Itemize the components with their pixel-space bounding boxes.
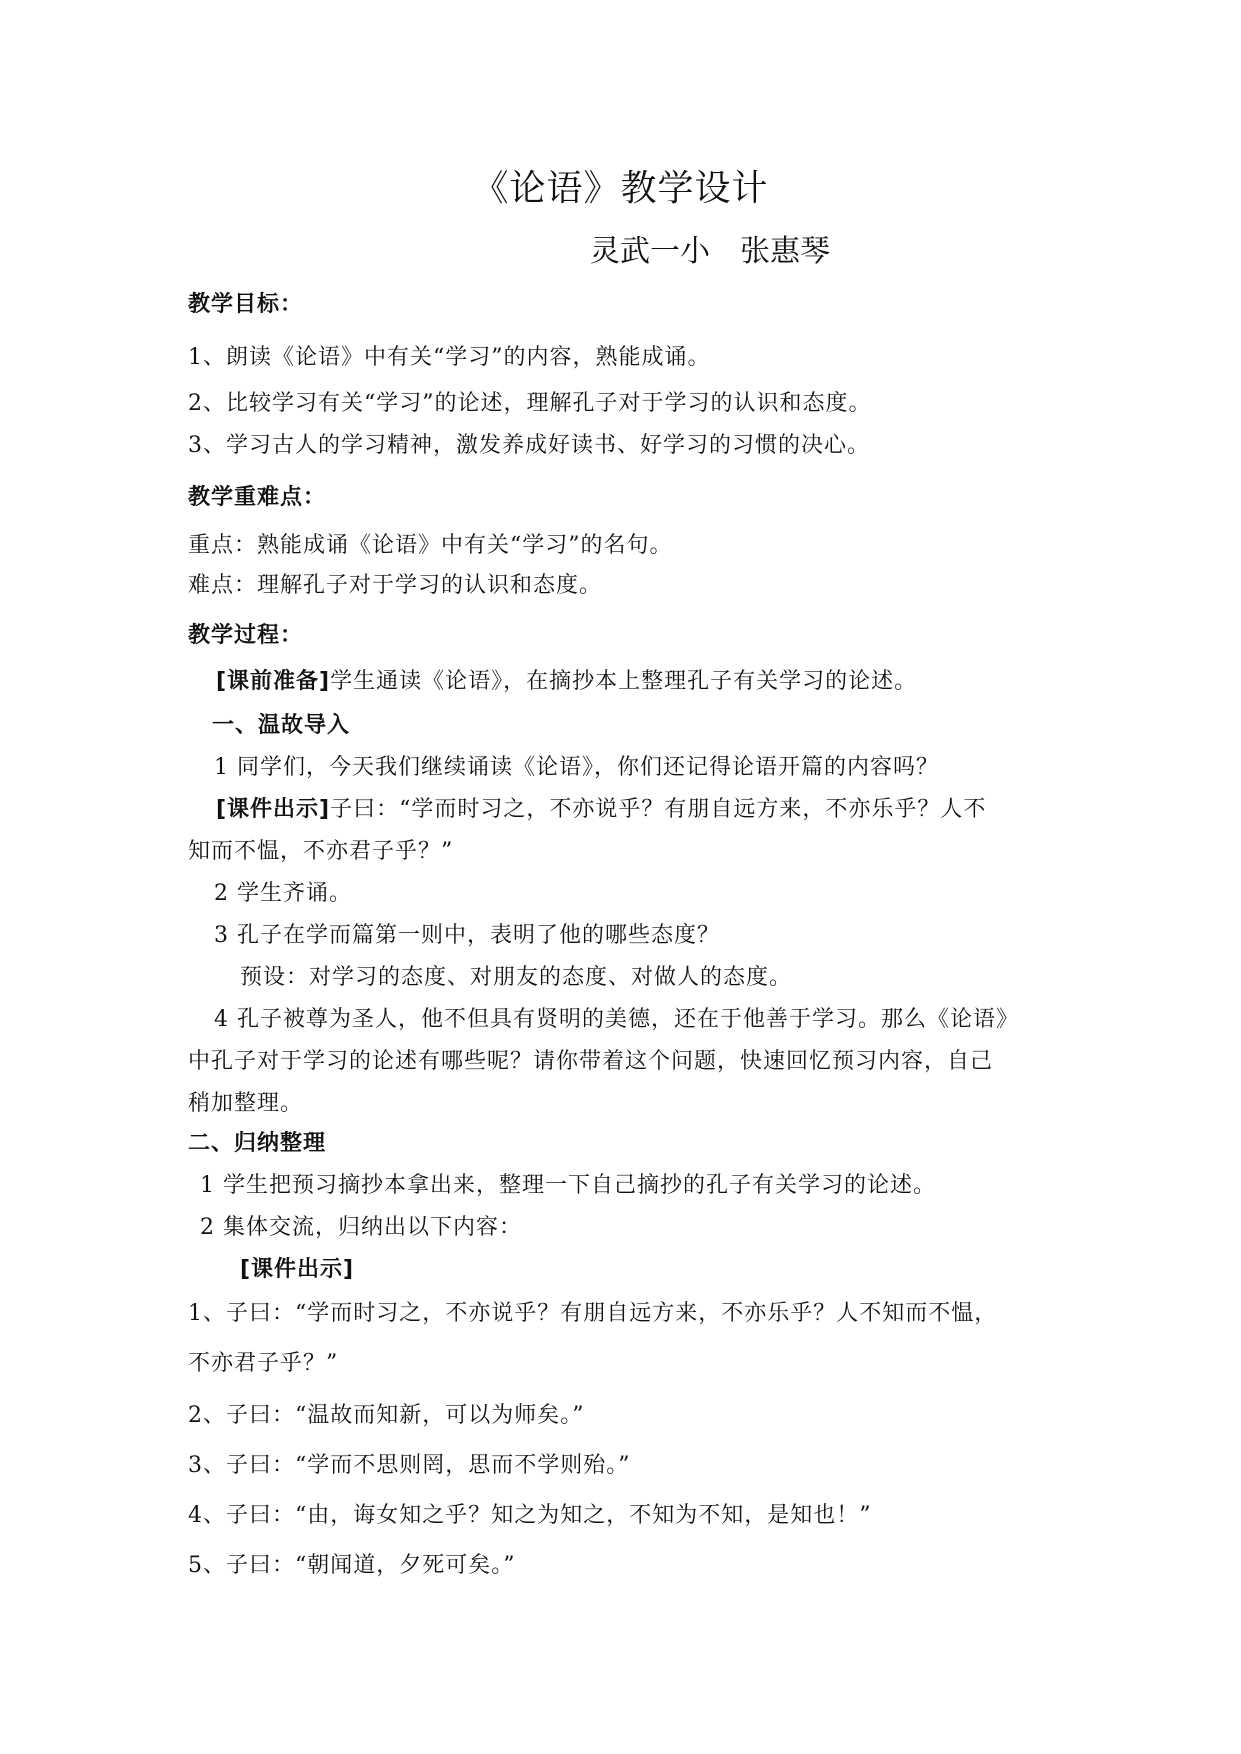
part1-line-2: 2 学生齐诵。 bbox=[214, 881, 352, 906]
quote-3: 3、子曰：“学而不思则罔，思而不学则殆。” bbox=[188, 1453, 631, 1478]
document-title: 《论语》教学设计 bbox=[472, 168, 769, 209]
keypoints-heading: 教学重难点： bbox=[188, 485, 327, 510]
part1-heading: 一、温故导入 bbox=[212, 713, 351, 738]
quote-4: 4、子曰：“由，诲女知之乎？知之为知之，不知为不知，是知也！” bbox=[188, 1503, 872, 1528]
part1-line-4b: 中孔子对于学习的论述有哪些呢？请你带着这个问题，快速回忆预习内容，自己 bbox=[188, 1049, 994, 1074]
part2-heading: 二、归纳整理 bbox=[188, 1131, 327, 1156]
prep-text: 学生通读《论语》，在摘抄本上整理孔子有关学习的论述。 bbox=[330, 669, 918, 694]
quote-5: 5、子曰：“朝闻道，夕死可矣。” bbox=[188, 1553, 516, 1578]
part1-line-4c: 稍加整理。 bbox=[188, 1091, 304, 1116]
prep-tag: [课前准备] bbox=[216, 669, 331, 694]
part1-slide-cont: 知而不愠，不亦君子乎？” bbox=[188, 839, 454, 864]
goal-item-1: 1、朗读《论语》中有关“学习”的内容，熟能成诵。 bbox=[188, 345, 711, 370]
quote-1b: 不亦君子乎？” bbox=[188, 1351, 339, 1376]
part1-line-3-preset: 预设：对学习的态度、对朋友的态度、对做人的态度。 bbox=[240, 965, 793, 990]
goal-item-3: 3、学习古人的学习精神，激发养成好读书、好学习的习惯的决心。 bbox=[188, 433, 870, 458]
part1-slide-line bbox=[216, 792, 986, 823]
part1-line-4a: 4 孔子被尊为圣人，他不但具有贤明的美德，还在于他善于学习。那么《论语》 bbox=[214, 1007, 1019, 1032]
keypoint-item-1: 重点：熟能成诵《论语》中有关“学习”的名句。 bbox=[188, 533, 673, 558]
part2-slide-tag: [课件出示] bbox=[240, 1257, 355, 1282]
keypoint-item-2: 难点：理解孔子对于学习的认识和态度。 bbox=[188, 573, 603, 598]
goal-item-2: 2、比较学习有关“学习”的论述，理解孔子对于学习的认识和态度。 bbox=[188, 391, 872, 416]
quote-1a: 1、子曰：“学而时习之，不亦说乎？有朋自远方来，不亦乐乎？人不知而不愠， bbox=[188, 1301, 998, 1326]
document-author: 灵武一小 张惠琴 bbox=[590, 234, 830, 269]
prep-line bbox=[216, 664, 917, 695]
part2-line-2: 2 集体交流，归纳出以下内容： bbox=[200, 1215, 522, 1240]
quote-2: 2、子曰：“温故而知新，可以为师矣。” bbox=[188, 1403, 585, 1428]
part2-line-1: 1 学生把预习摘抄本拿出来，整理一下自己摘抄的孔子有关学习的论述。 bbox=[200, 1173, 936, 1198]
goals-heading: 教学目标： bbox=[188, 292, 304, 317]
part1-line-3: 3 孔子在学而篇第一则中，表明了他的哪些态度？ bbox=[214, 923, 720, 948]
part1-slide-text: 子曰：“学而时习之，不亦说乎？有朋自远方来，不亦乐乎？人不 bbox=[330, 797, 987, 822]
process-heading: 教学过程： bbox=[188, 623, 304, 648]
part1-slide-tag: [课件出示] bbox=[216, 797, 331, 822]
part1-line-1: 1 同学们，今天我们继续诵读《论语》，你们还记得论语开篇的内容吗？ bbox=[214, 755, 939, 780]
